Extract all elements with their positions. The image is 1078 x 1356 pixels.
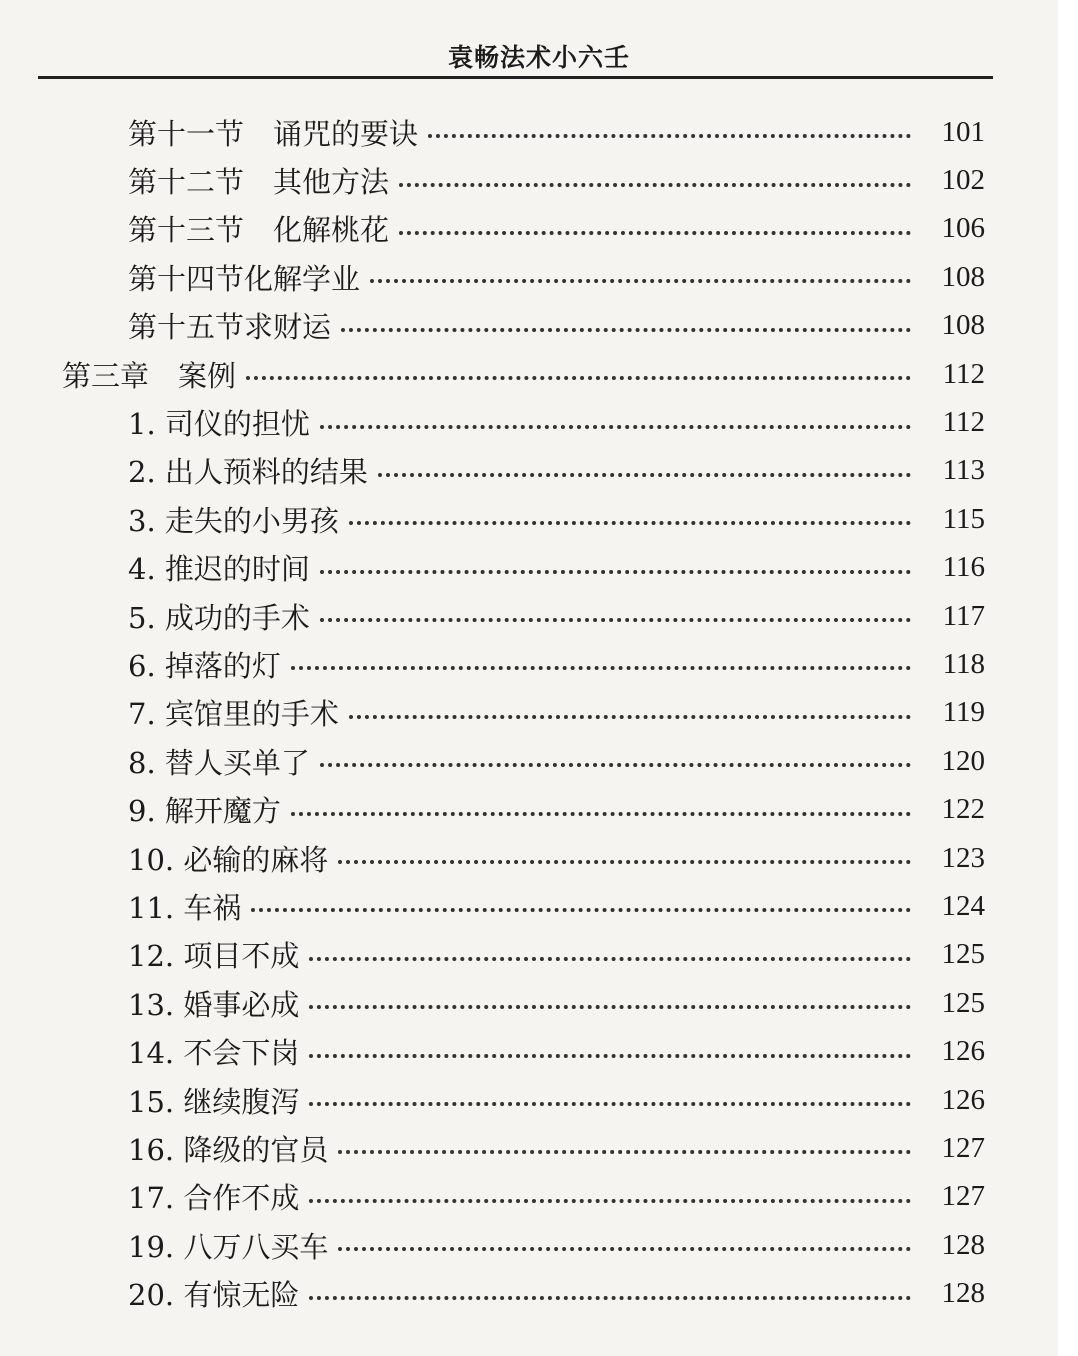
dot-leader [291,666,911,670]
toc-entry-page: 120 [941,744,985,777]
toc-entry-title: 第十四节化解学业 [128,261,361,296]
toc-entry-case [0,1027,1078,1075]
toc-entry-page: 123 [941,841,985,874]
toc-entry-page: 126 [941,1035,985,1068]
toc-entry-case [0,640,1078,688]
toc-entry-page: 115 [942,502,985,535]
toc-entry-case [0,544,1078,592]
toc-entry-title: 19. 八万八买车 [128,1229,329,1264]
toc-entry-section [0,302,1078,350]
toc-entry-page: 108 [941,260,985,293]
toc-entry-title: 4. 推迟的时间 [128,552,310,587]
toc-entry-page: 125 [941,938,985,971]
toc-entry-case [0,447,1078,495]
toc-entry-title: 11. 车祸 [128,890,242,925]
toc-entry-title: 20. 有惊无险 [128,1278,300,1313]
dot-leader [338,1150,911,1154]
toc-entry-section [0,108,1078,156]
toc-entry-title: 8. 替人买单了 [128,745,310,780]
toc-entry-page: 125 [941,986,985,1019]
toc-entry-case [0,592,1078,640]
toc-entry-title: 3. 走失的小男孩 [128,503,339,538]
dot-leader [338,1247,911,1251]
page-edge [1058,0,1078,1356]
toc-entry-page: 128 [941,1277,985,1310]
dot-leader [370,279,911,283]
dot-leader [246,376,911,380]
dot-leader [309,1005,911,1009]
toc-entry-title: 第十五节求财运 [128,310,332,345]
toc-entry-page: 127 [941,1131,985,1164]
toc-entry-title: 16. 降级的官员 [128,1132,329,1167]
toc-entry-chapter [0,350,1078,398]
dot-leader [309,1054,911,1058]
toc-entry-title: 6. 掉落的灯 [128,648,281,683]
toc-entry-case [0,1173,1078,1221]
dot-leader [309,1102,911,1106]
toc-entry-case [0,979,1078,1027]
toc-entry-page: 101 [941,115,985,148]
toc-entry-title: 9. 解开魔方 [128,794,281,829]
toc-entry-page: 124 [941,889,985,922]
toc-entry-page: 128 [941,1228,985,1261]
dot-leader [291,812,911,816]
toc-entry-page: 112 [942,406,985,439]
dot-leader [349,715,911,719]
dot-leader [349,521,911,525]
toc-entry-case [0,1269,1078,1317]
toc-entry-page: 102 [941,164,985,197]
toc-entry-page: 119 [942,696,985,729]
toc-entry-case [0,834,1078,882]
toc-entry-title: 5. 成功的手术 [128,600,310,635]
dot-leader [309,957,911,961]
dot-leader [338,860,911,864]
toc-entry-title: 第十二节 其他方法 [128,165,390,200]
toc-entry-case [0,1124,1078,1172]
toc-entry-case [0,1076,1078,1124]
toc-entry-case [0,1221,1078,1269]
toc-entry-title: 12. 项目不成 [128,939,300,974]
dot-leader [341,328,911,332]
toc-entry-title: 15. 继续腹泻 [128,1084,300,1119]
toc-entry-title: 14. 不会下岗 [128,1036,300,1071]
toc-entry-title: 13. 婚事必成 [128,987,300,1022]
toc-entry-page: 122 [941,793,985,826]
toc-entry-case [0,931,1078,979]
toc-entry-page: 108 [941,309,985,342]
toc-entry-page: 126 [941,1083,985,1116]
running-title: 袁畅法术小六壬 [447,43,630,72]
toc-entry-title: 2. 出人预料的结果 [128,455,368,490]
header-rule [38,76,993,79]
table-of-contents [0,108,1078,1318]
toc-entry-case [0,495,1078,543]
toc-entry-page: 116 [942,551,985,584]
dot-leader [399,231,911,235]
toc-entry-title: 第十三节 化解桃花 [128,213,390,248]
toc-entry-page: 113 [942,454,985,487]
toc-entry-title: 7. 宾馆里的手术 [128,697,339,732]
toc-entry-section [0,253,1078,301]
toc-entry-case [0,398,1078,446]
dot-leader [399,183,911,187]
toc-entry-title: 17. 合作不成 [128,1181,300,1216]
dot-leader [378,473,911,477]
toc-entry-title: 第十一节 诵咒的要诀 [128,116,419,151]
toc-entry-section [0,205,1078,253]
dot-leader [320,425,911,429]
dot-leader [309,1199,911,1203]
toc-entry-page: 112 [942,357,985,390]
toc-entry-page: 127 [941,1180,985,1213]
toc-entry-case [0,737,1078,785]
dot-leader [320,618,911,622]
dot-leader [320,570,911,574]
dot-leader [309,1296,911,1300]
toc-entry-title: 1. 司仪的担忧 [128,407,310,442]
dot-leader [251,908,911,912]
toc-entry-page: 106 [941,212,985,245]
toc-entry-title: 第三章 案例 [62,358,237,393]
toc-entry-case [0,785,1078,833]
toc-entry-case [0,882,1078,930]
dot-leader [428,134,911,138]
dot-leader [320,763,911,767]
toc-entry-page: 117 [942,599,985,632]
toc-entry-page: 118 [942,647,985,680]
toc-entry-section [0,156,1078,204]
toc-entry-case [0,689,1078,737]
toc-entry-title: 10. 必输的麻将 [128,842,329,877]
